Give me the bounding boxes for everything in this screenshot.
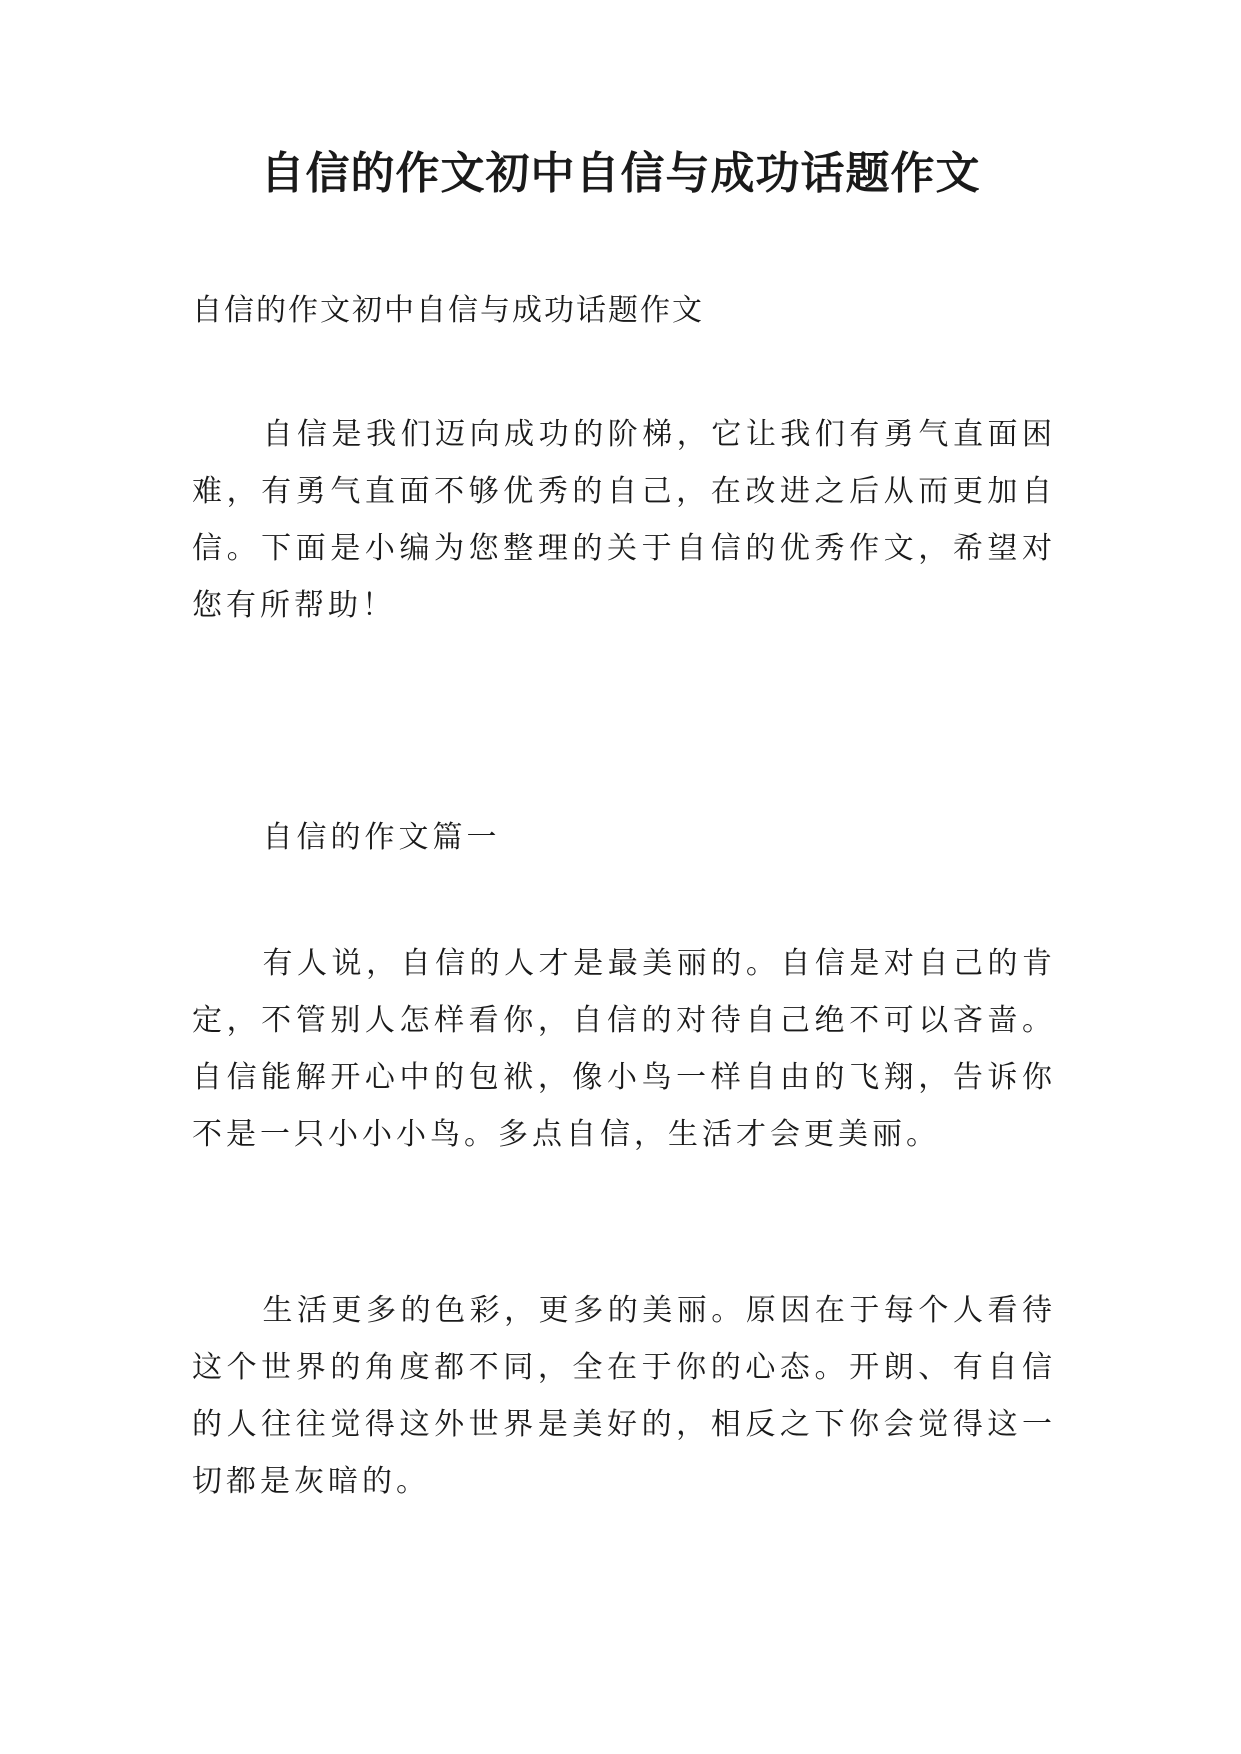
body-paragraph: 生活更多的色彩，更多的美丽。原因在于每个人看待这个世界的角度都不同，全在于你的心态。开朗、有自信的人往往觉得这外世界是美好的，相反之下你会觉得这一切都是灰暗的。 bbox=[192, 1293, 1056, 1499]
document-subtitle: 自信的作文初中自信与成功话题作文 bbox=[192, 293, 704, 328]
document-title: 自信的作文初中自信与成功话题作文 bbox=[260, 148, 981, 199]
section-heading: 自信的作文篇一 bbox=[262, 820, 501, 855]
body-paragraph: 有人说，自信的人才是最美丽的。自信是对自己的肯定，不管别人怎样看你，自信的对待自己绝不可以吝啬。自信能解开心中的包袱，像小鸟一样自由的飞翔，告诉你不是一只小小小鸟。多点自信，生活才会更美丽。 bbox=[192, 946, 1056, 1152]
intro-paragraph: 自信是我们迈向成功的阶梯，它让我们有勇气直面困难，有勇气直面不够优秀的自己，在改进之后从而更加自信。下面是小编为您整理的关于自信的优秀作文，希望对您有所帮助！ bbox=[192, 417, 1056, 623]
